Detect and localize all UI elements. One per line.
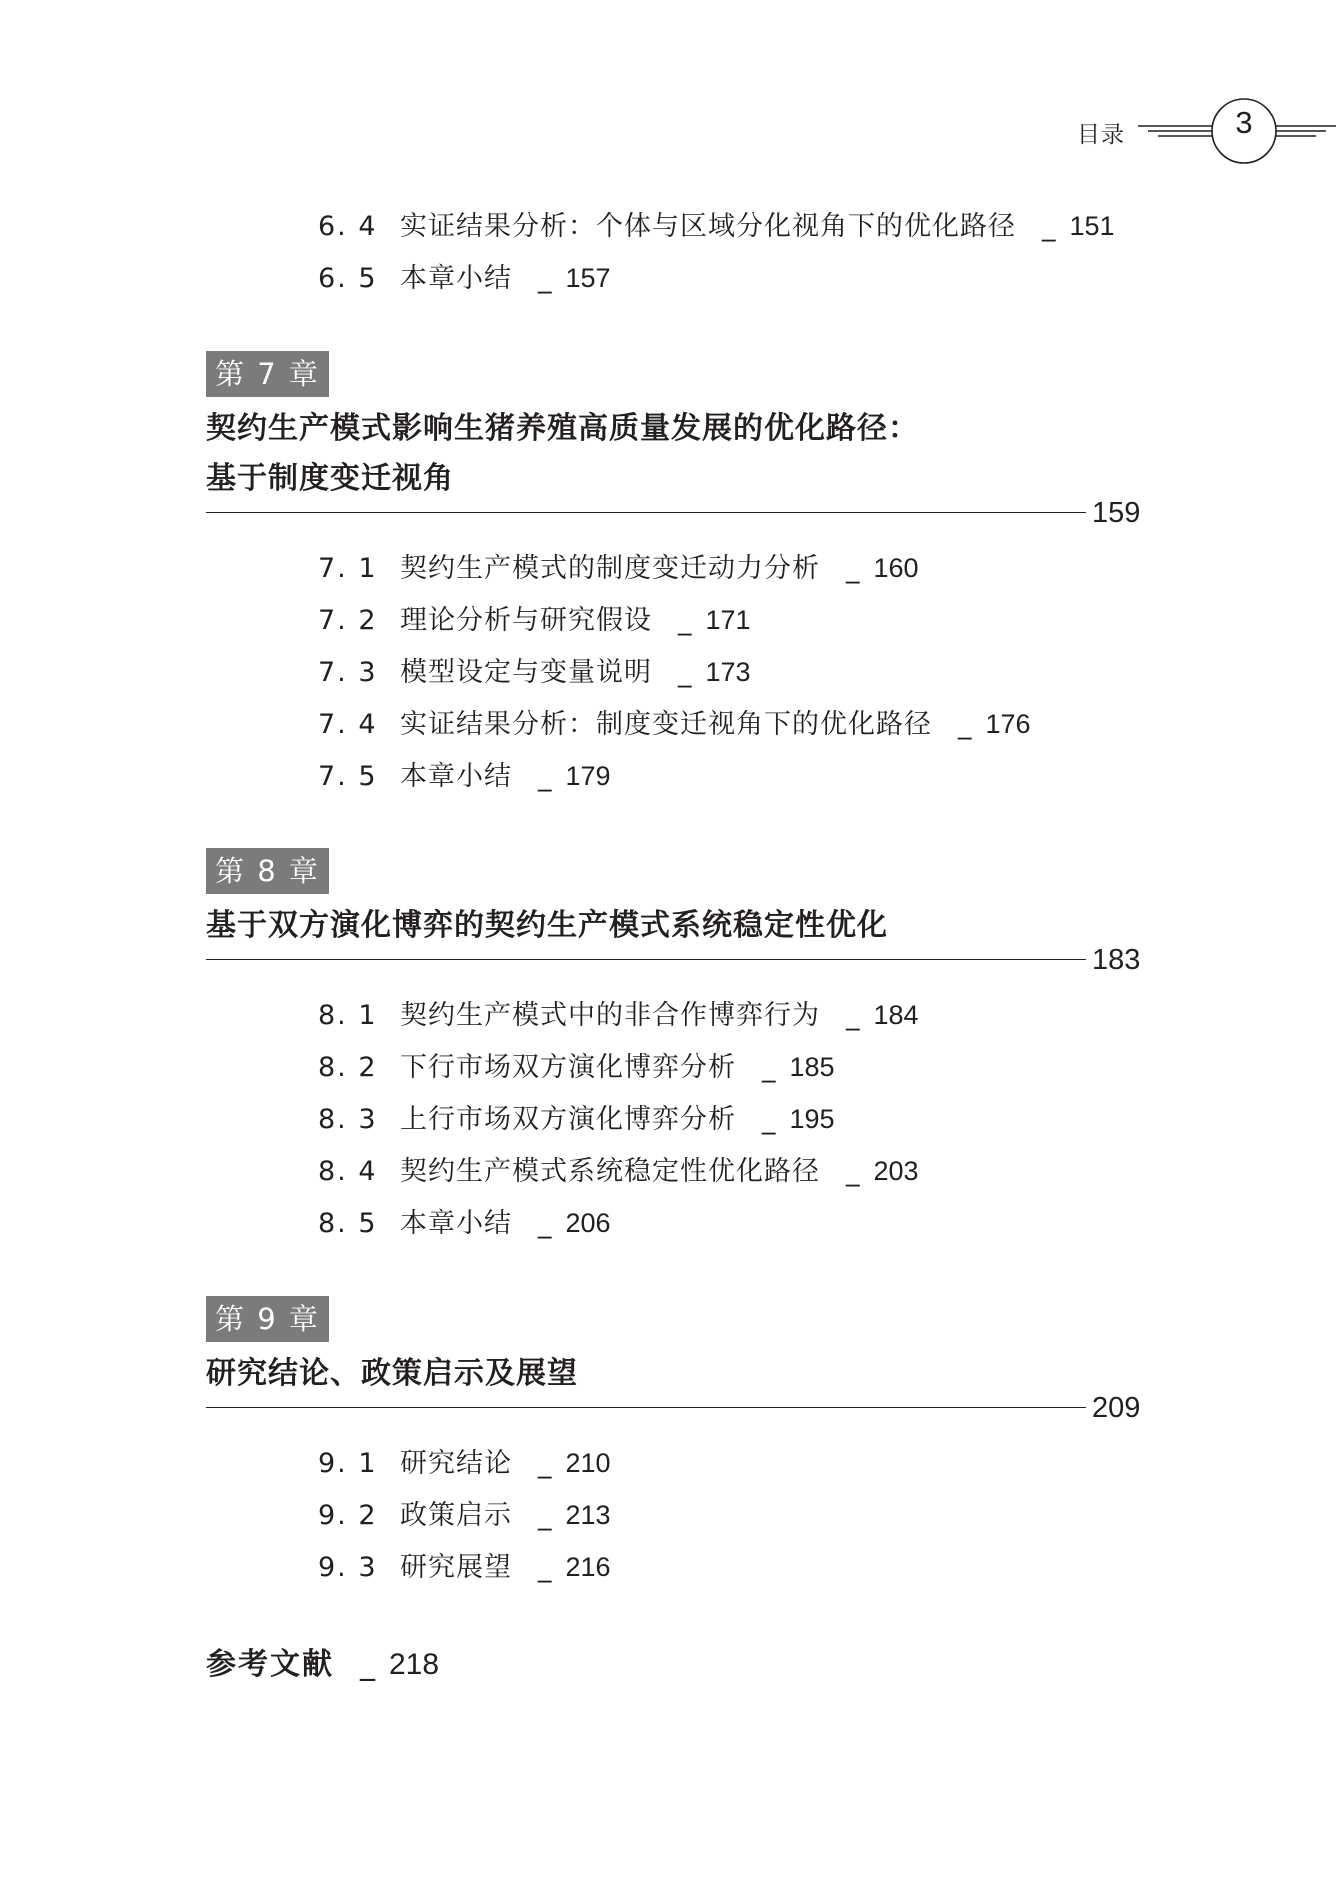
toc-entry-8-3[interactable] <box>318 1101 835 1138</box>
entry-leader: _ <box>958 709 972 740</box>
entry-title: 政策启示 <box>400 1500 512 1531</box>
entry-leader: _ <box>538 1448 552 1479</box>
toc-entry-7-4[interactable] <box>318 706 1031 743</box>
entry-leader: _ <box>846 553 860 584</box>
chapter-9-page: 209 <box>1092 1392 1141 1424</box>
entry-title: 本章小结 <box>400 1208 512 1239</box>
toc-entry-8-4[interactable] <box>318 1153 919 1190</box>
entry-number: 6. 4 <box>318 211 378 242</box>
chapter-8-rule <box>206 959 1086 960</box>
entry-page: 184 <box>873 1000 919 1030</box>
toc-entry-8-2[interactable] <box>318 1049 835 1086</box>
entry-title: 本章小结 <box>400 761 512 792</box>
entry-number: 8. 4 <box>318 1156 378 1187</box>
entry-number: 9. 2 <box>318 1500 378 1531</box>
entry-page: 216 <box>565 1552 611 1582</box>
chapter-8-page: 183 <box>1092 944 1141 976</box>
entry-page: 157 <box>565 263 611 293</box>
entry-page: 176 <box>985 709 1031 739</box>
running-header <box>1070 95 1338 165</box>
entry-leader: _ <box>678 605 692 636</box>
entry-leader: _ <box>538 761 552 792</box>
chapter-7-title-line-2[interactable]: 基于制度变迁视角 <box>206 461 454 496</box>
chapter-7-title-line-1[interactable]: 契约生产模式影响生猪养殖高质量发展的优化路径： <box>206 411 919 446</box>
entry-page: 195 <box>789 1104 835 1134</box>
entry-title: 实证结果分析：制度变迁视角下的优化路径 <box>400 709 932 740</box>
entry-number: 7. 3 <box>318 657 378 688</box>
entry-title: 实证结果分析：个体与区域分化视角下的优化路径 <box>400 211 1016 242</box>
entry-number: 8. 1 <box>318 1000 378 1031</box>
entry-number: 7. 4 <box>318 709 378 740</box>
entry-title: 契约生产模式中的非合作博弈行为 <box>400 1000 820 1031</box>
entry-page: 210 <box>565 1448 611 1478</box>
toc-entry-9-1[interactable] <box>318 1445 611 1482</box>
toc-entry-9-2[interactable] <box>318 1497 611 1534</box>
entry-leader: _ <box>762 1104 776 1135</box>
entry-title: 研究结论 <box>400 1448 512 1479</box>
toc-entry-9-3[interactable] <box>318 1549 611 1586</box>
toc-entry-6-4[interactable] <box>318 208 1115 245</box>
toc-entry-7-5[interactable] <box>318 758 611 795</box>
entry-title: 模型设定与变量说明 <box>400 657 652 688</box>
chapter-7-badge: 第 7 章 <box>206 351 329 397</box>
entry-page: 160 <box>873 553 919 583</box>
entry-leader: _ <box>762 1052 776 1083</box>
entry-title: 研究展望 <box>400 1552 512 1583</box>
entry-leader: _ <box>678 657 692 688</box>
entry-leader: _ <box>846 1000 860 1031</box>
entry-page: 185 <box>789 1052 835 1082</box>
entry-title: 本章小结 <box>400 263 512 294</box>
toc-entry-8-5[interactable] <box>318 1205 611 1242</box>
entry-page: 179 <box>565 761 611 791</box>
references-page: 218 <box>389 1648 440 1681</box>
entry-title: 下行市场双方演化博弈分析 <box>400 1052 736 1083</box>
entry-title: 上行市场双方演化博弈分析 <box>400 1104 736 1135</box>
entry-number: 8. 3 <box>318 1104 378 1135</box>
entry-leader: _ <box>1042 211 1056 242</box>
entry-leader: _ <box>360 1647 375 1682</box>
chapter-8-title-line-1[interactable]: 基于双方演化博弈的契约生产模式系统稳定性优化 <box>206 908 888 943</box>
entry-number: 9. 3 <box>318 1552 378 1583</box>
entry-number: 7. 1 <box>318 553 378 584</box>
toc-entry-7-3[interactable] <box>318 654 751 691</box>
chapter-8-badge: 第 8 章 <box>206 848 329 894</box>
entry-leader: _ <box>538 1208 552 1239</box>
entry-number: 9. 1 <box>318 1448 378 1479</box>
toc-entry-6-5[interactable] <box>318 260 611 297</box>
entry-number: 8. 5 <box>318 1208 378 1239</box>
entry-number: 7. 2 <box>318 605 378 636</box>
header-section-label: 目录 <box>1077 122 1125 148</box>
entry-page: 171 <box>705 605 751 635</box>
entry-title: 契约生产模式系统稳定性优化路径 <box>400 1156 820 1187</box>
entry-page: 151 <box>1069 211 1115 241</box>
entry-page: 213 <box>565 1500 611 1530</box>
references-title: 参考文献 <box>206 1647 334 1682</box>
entry-leader: _ <box>846 1156 860 1187</box>
chapter-9-title-line-1[interactable]: 研究结论、政策启示及展望 <box>206 1356 578 1391</box>
toc-entry-7-1[interactable] <box>318 550 919 587</box>
toc-entry-8-1[interactable] <box>318 997 919 1034</box>
page-number: 3 <box>1235 105 1253 140</box>
entry-number: 8. 2 <box>318 1052 378 1083</box>
entry-page: 206 <box>565 1208 611 1238</box>
entry-title: 契约生产模式的制度变迁动力分析 <box>400 553 820 584</box>
entry-leader: _ <box>538 1500 552 1531</box>
toc-entry-references[interactable] <box>206 1645 439 1685</box>
chapter-9-rule <box>206 1407 1086 1408</box>
chapter-7-page: 159 <box>1092 497 1141 529</box>
toc-entry-7-2[interactable] <box>318 602 751 639</box>
entry-number: 7. 5 <box>318 761 378 792</box>
entry-page: 173 <box>705 657 751 687</box>
entry-leader: _ <box>538 263 552 294</box>
entry-page: 203 <box>873 1156 919 1186</box>
entry-leader: _ <box>538 1552 552 1583</box>
chapter-9-badge: 第 9 章 <box>206 1296 329 1342</box>
entry-number: 6. 5 <box>318 263 378 294</box>
entry-title: 理论分析与研究假设 <box>400 605 652 636</box>
chapter-7-rule <box>206 512 1086 513</box>
